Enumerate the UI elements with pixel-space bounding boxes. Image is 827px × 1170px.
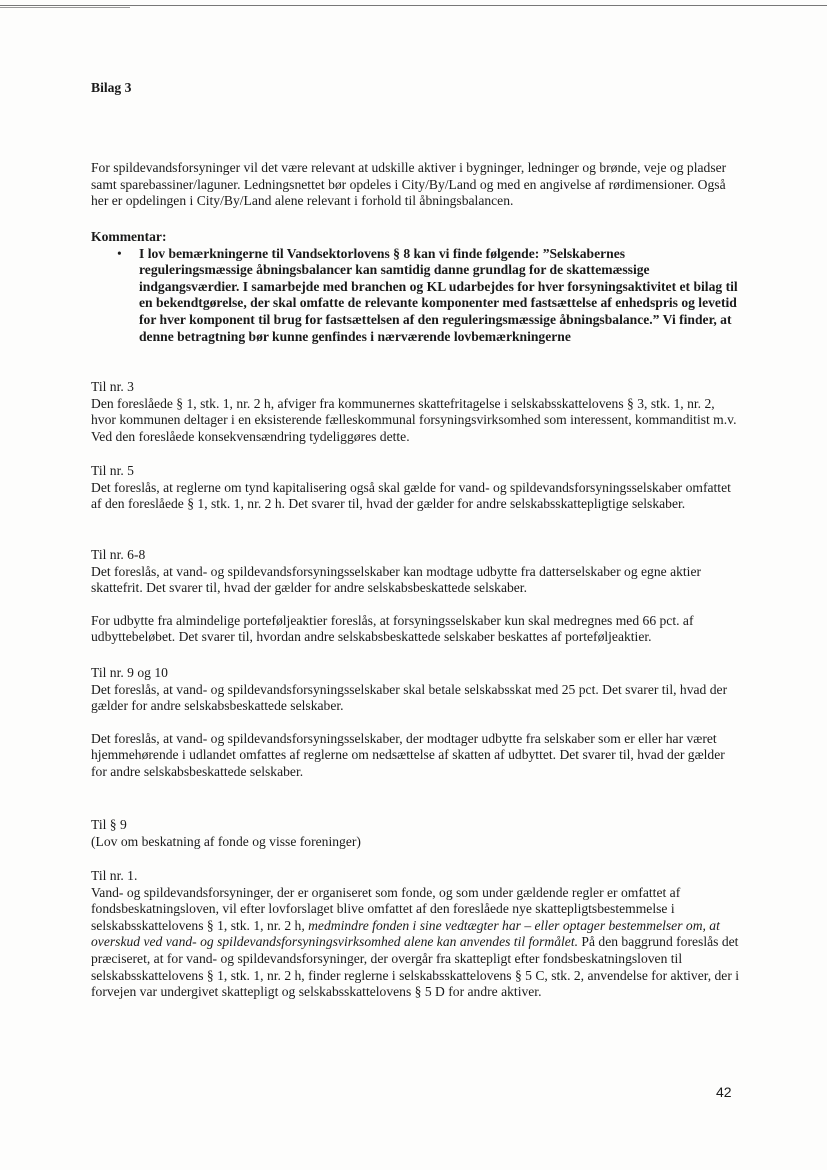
section-nr3 bbox=[91, 379, 741, 445]
section-text bbox=[91, 885, 741, 1001]
intro-paragraph bbox=[91, 160, 741, 210]
intro-text: For spildevandsforsyninger vil det være relevant at udskille aktiver i bygninger, ledninger og brønde, veje og pladser samt sparebassiner/laguner. Ledningsnettet bør opdeles i City/By/Land og med en angivelse af rørdimensioner. Også her er opdelingen i City/By/Land alene relevant i forhold til åbningsbalancen. bbox=[91, 160, 727, 209]
section-nr5 bbox=[91, 463, 741, 513]
section-nr6-8 bbox=[91, 547, 741, 646]
comment-list bbox=[91, 246, 741, 346]
top-rule bbox=[0, 5, 827, 6]
page-number: 42 bbox=[716, 1084, 732, 1100]
comment-bullet bbox=[91, 246, 741, 346]
top-rule-short bbox=[0, 7, 130, 8]
section-heading: Til nr. 9 og 10 bbox=[91, 665, 168, 680]
section-heading: Til nr. 6-8 bbox=[91, 547, 146, 562]
page-title: Bilag 3 bbox=[91, 80, 132, 95]
section-text-part: På den baggrund foreslås det præciseret, at for vand- og spildevandsforsyninger, der overgår fra skattepligt efter fondsbeskatningsloven til selskabsskattelovens § 1, stk. 1, nr. 2 h, finder reglerne i selskabsskattelovens § 5 C, stk. 2, anvendelse for aktiver, der i forvejen var undergivet skattepligt og selskabsskattelovens § 5 D for andre aktiver. bbox=[91, 934, 740, 1000]
section-text: For udbytte fra almindelige porteføljeaktier foreslås, at forsyningsselskaber kun skal medregnes med 66 pct. af udbyttebeløbet. Det svarer til, hvordan andre selskabsbeskattede selskaber beskattes af porteføljeaktier. bbox=[91, 612, 694, 645]
section-text-part: Vand- og spildevandsforsyninger, der er organiseret som fonde, og som under gældende regler er omfattet af fondsbeskatningsloven, vil efter lovforslaget blive omfattet af den foreslåede nye skattepligtsbestemmelse i selskabsskattelovens § 1, stk. 1, nr. 2 h bbox=[91, 884, 681, 933]
section-subheading: (Lov om beskatning af fonde og visse foreninger) bbox=[91, 833, 361, 849]
section-heading: Til § 9 bbox=[91, 817, 127, 832]
bullet-icon: • bbox=[117, 245, 122, 261]
page-header bbox=[91, 80, 741, 97]
section-text-italic: , medmindre fonden i sine vedtægter har – eller optager bestemmelser om, at overskud ved vand- og spildevandsforsyningsvirksomhed alene kan anvendes til formålet. bbox=[91, 917, 720, 950]
section-text: Det foreslås, at vand- og spildevandsforsyningsselskaber skal betale selskabsskat med 25 pct. Det svarer til, hvad der gælder for andre selskabsbeskattede selskaber. bbox=[91, 681, 728, 714]
section-text: Det foreslås, at reglerne om tynd kapitalisering også skal gælde for vand- og spildevandsforsyningsselskaber omfattet af den foreslåede § 1, stk. 1, nr. 2 h. Det svarer til, hvad der gælder for andre selskabsskattepligtige selskaber. bbox=[91, 479, 731, 512]
section-heading: Til nr. 3 bbox=[91, 379, 134, 394]
section-nr9-10 bbox=[91, 665, 741, 781]
section-heading: Til nr. 1. bbox=[91, 868, 138, 883]
comment-section bbox=[91, 229, 741, 345]
section-text: Det foreslås, at vand- og spildevandsforsyningsselskaber, der modtager udbytte fra selskaber som er eller har været hjemmehørende i udlandet omfattes af reglerne om nedsættelse af skatten af udbyttet. Det svarer til, hvad der gælder for andre selskabsbeskattede selskaber. bbox=[91, 730, 725, 779]
section-nr1 bbox=[91, 868, 741, 1001]
section-heading: Til nr. 5 bbox=[91, 463, 134, 478]
comment-bullet-text: I lov bemærkningerne til Vandsektorlovens § 8 kan vi finde følgende: ”Selskabernes reguleringsmæssige åbningsbalancer kan samtidig danne grundlag for de skattemæssige indgangsværdier. I samarbejde med branchen og KL udarbejdes for hver forsyningsaktivitet et bilag til en bekendtgørelse, der skal omfatte de relevante komponenter med fastsættelse af enhedspris og levetid for hver komponent til brug for fastsættelsen af den reguleringsmæssige åbningsbalance.” Vi finder, at denne betragtning bør kunne genfindes i nærværende lovbemærkningerne bbox=[139, 245, 738, 344]
comment-heading: Kommentar: bbox=[91, 229, 167, 244]
section-text: Den foreslåede § 1, stk. 1, nr. 2 h, afviger fra kommunernes skattefritagelse i selskabsskattelovens § 3, stk. 1, nr. 2, hvor kommunen deltager i en eksisterende fælleskommunal forsyningsvirksomhed som interessent, kommanditist m.v. Ved den foreslåede konsekvensændring tydeliggøres dette. bbox=[91, 395, 737, 444]
section-par9 bbox=[91, 817, 741, 850]
section-text: Det foreslås, at vand- og spildevandsforsyningsselskaber kan modtage udbytte fra datterselskaber og egne aktier skattefrit. Det svarer til, hvad der gælder for andre selskabsbeskattede selskaber. bbox=[91, 563, 702, 596]
